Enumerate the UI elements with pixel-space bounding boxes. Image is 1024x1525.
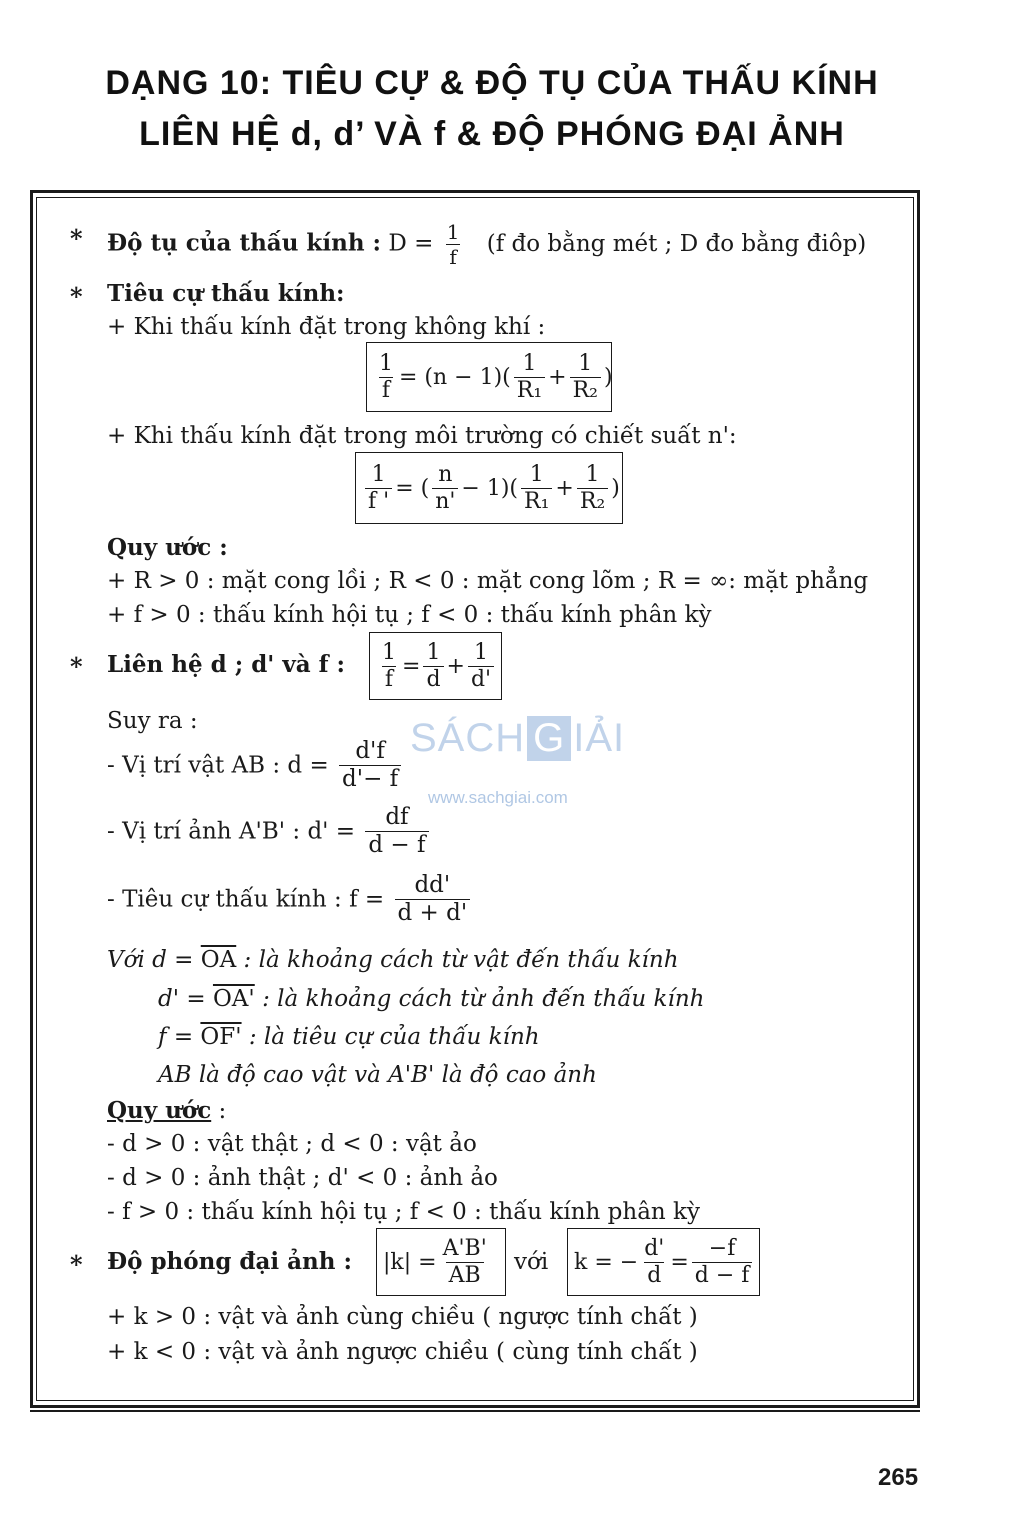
voi-line-4: AB là độ cao vật và A'B' là độ cao ảnh — [158, 1062, 597, 1088]
formula-lens-air — [366, 342, 612, 412]
lien-he-label: Liên hệ d ; d' và f : — [107, 651, 346, 678]
quy-uoc-1-line1: + R > 0 : mặt cong lồi ; R < 0 : mặt cong lõm ; R = ∞: mặt phẳng — [107, 568, 869, 594]
f2-plus: + — [555, 475, 574, 501]
k2-num2: −f — [708, 1235, 736, 1261]
f1-r2-num: 1 — [578, 350, 593, 376]
f1-den: f — [379, 377, 393, 402]
quy-uoc-2-heading-line — [107, 1097, 226, 1125]
phong-dai-line1: + k > 0 : vật và ảnh cùng chiều ( ngược tính chất ) — [107, 1304, 698, 1330]
lh-num2: 1 — [426, 639, 441, 665]
tieu-cu-case1: + Khi thấu kính đặt trong không khí : — [107, 314, 546, 340]
tieu-cu-num: dd' — [414, 872, 451, 898]
do-tu-line — [107, 222, 866, 267]
tieu-cu-case2: + Khi thấu kính đặt trong môi trường có chiết suất n': — [107, 423, 737, 449]
voi-l3-a: f = — [158, 1024, 194, 1050]
voi-l3-c: : là tiêu cự của thấu kính — [248, 1024, 540, 1050]
k-num: A'B' — [442, 1235, 487, 1261]
f2-mid: − 1)( — [461, 475, 519, 501]
phong-dai-label: Độ phóng đại ảnh : — [107, 1248, 352, 1275]
k2-lhs: k = − — [574, 1249, 639, 1275]
f1-num: 1 — [379, 350, 393, 376]
formula-thin-lens — [369, 632, 502, 700]
title-line-1: DẠNG 10: TIÊU CỰ & ĐỘ TỤ CỦA THẤU KÍNH — [105, 64, 879, 102]
quy-uoc-1-line2: + f > 0 : thấu kính hội tụ ; f < 0 : thấu kính phân kỳ — [107, 602, 712, 628]
watermark-url: www.sachgiai.com — [428, 788, 568, 807]
f2-num: 1 — [371, 461, 386, 487]
watermark-logo — [410, 716, 625, 761]
lh-eq: = — [402, 653, 421, 679]
voi-l1-b: $\overline{OA}$ — [200, 947, 237, 973]
voi-l2-a: d' = — [158, 986, 206, 1012]
quy-uoc-2-line1: - d > 0 : vật thật ; d < 0 : vật ảo — [107, 1131, 477, 1157]
f2-n-den: n' — [432, 488, 458, 513]
vi-tri-anh-label: - Vị trí ảnh A'B' : d' = — [107, 818, 356, 845]
phong-dai-line2: + k < 0 : vật và ảnh ngược chiều ( cùng tính chất ) — [107, 1339, 698, 1365]
lh-den3: d' — [468, 666, 494, 691]
vi-tri-vat-num: d'f — [355, 738, 385, 764]
bullet-star: * — [70, 652, 83, 681]
f2-end: ) — [611, 475, 620, 501]
f2-r2-den: R₂ — [577, 488, 608, 513]
bullet-star: * — [70, 224, 83, 253]
vi-tri-vat-line — [107, 740, 404, 791]
formula-k — [567, 1228, 760, 1296]
f1-r2-den: R₂ — [570, 377, 601, 402]
bullet-star: * — [70, 1250, 83, 1279]
f2-n-num: n — [438, 461, 453, 487]
watermark-b: IẢI — [573, 716, 626, 760]
quy-uoc-2-heading: Quy ước — [107, 1097, 212, 1124]
f2-den: f ' — [365, 488, 392, 513]
k2-den: d — [644, 1262, 664, 1287]
do-tu-num: 1 — [446, 220, 460, 244]
k-abs: |k| = — [383, 1249, 437, 1275]
quy-uoc-1-heading: Quy ước : — [107, 534, 228, 561]
k2-den2: d − f — [692, 1262, 753, 1287]
quy-uoc-2-line3: - f > 0 : thấu kính hội tụ ; f < 0 : thấu kính phân kỳ — [107, 1199, 700, 1225]
suy-ra: Suy ra : — [107, 708, 198, 734]
f1-r1-den: R₁ — [514, 377, 545, 402]
voi-l1-c: : là khoảng cách từ vật đến thấu kính — [243, 947, 679, 973]
f1-end: ) — [603, 364, 613, 390]
lh-den1: f — [382, 666, 396, 691]
lh-num1: 1 — [382, 639, 396, 665]
formula-lens-medium — [355, 452, 623, 524]
k-den: AB — [446, 1262, 484, 1287]
voi-line-3 — [158, 1023, 540, 1051]
page-number: 265 — [878, 1464, 919, 1491]
watermark-g: G — [527, 716, 571, 761]
voi-word: với — [514, 1249, 549, 1275]
f2-r2-num: 1 — [585, 461, 600, 487]
quy-uoc-2-colon: : — [211, 1098, 227, 1124]
tieu-cu-den: d + d' — [395, 899, 471, 925]
voi-l3-b: OF' — [200, 1024, 242, 1050]
tieu-cu-line — [107, 874, 473, 925]
title-line-2: LIÊN HỆ d, d’ VÀ f & ĐỘ PHÓNG ĐẠI ẢNH — [139, 115, 845, 153]
lh-den2: d — [423, 666, 443, 691]
k2-num: d' — [644, 1235, 665, 1261]
vi-tri-anh-line — [107, 806, 432, 857]
f2-r1-num: 1 — [529, 461, 544, 487]
voi-line-1 — [107, 946, 679, 974]
tieu-cu-label: Tiêu cự thấu kính: — [107, 280, 345, 307]
voi-line-2 — [158, 985, 704, 1013]
vi-tri-anh-den: d − f — [365, 831, 428, 857]
tieu-cu-formula-label: - Tiêu cự thấu kính : f = — [107, 886, 385, 913]
vi-tri-anh-num: df — [385, 804, 409, 830]
formula-abs-k — [376, 1228, 506, 1296]
bullet-star: * — [70, 282, 83, 311]
do-tu-label: Độ tụ của thấu kính : — [107, 229, 382, 257]
voi-l2-b: OA' — [212, 986, 255, 1012]
do-tu-note: (f đo bằng mét ; D đo bằng điôp) — [486, 230, 867, 257]
f1-plus: + — [548, 364, 567, 390]
frame-bottom-rule — [30, 1410, 920, 1412]
quy-uoc-2-line2: - d > 0 : ảnh thật ; d' < 0 : ảnh ảo — [107, 1165, 498, 1191]
watermark-a: SÁCH — [410, 716, 526, 760]
f2-r1-den: R₁ — [521, 488, 552, 513]
lh-num3: 1 — [474, 639, 489, 665]
f1-mid: = (n − 1)( — [399, 364, 511, 390]
vi-tri-vat-den: d'− f — [339, 765, 401, 791]
voi-l1-a: Với d = — [107, 947, 194, 973]
k2-eq: = — [670, 1249, 689, 1275]
lh-plus: + — [446, 653, 465, 679]
do-tu-lhs: D = — [388, 230, 434, 257]
f1-r1-num: 1 — [522, 350, 537, 376]
voi-l2-c: : là khoảng cách từ ảnh đến thấu kính — [262, 986, 705, 1012]
vi-tri-vat-label: - Vị trí vật AB : d = — [107, 752, 329, 779]
do-tu-den: f — [446, 244, 459, 267]
f2-eq: = ( — [395, 475, 430, 501]
